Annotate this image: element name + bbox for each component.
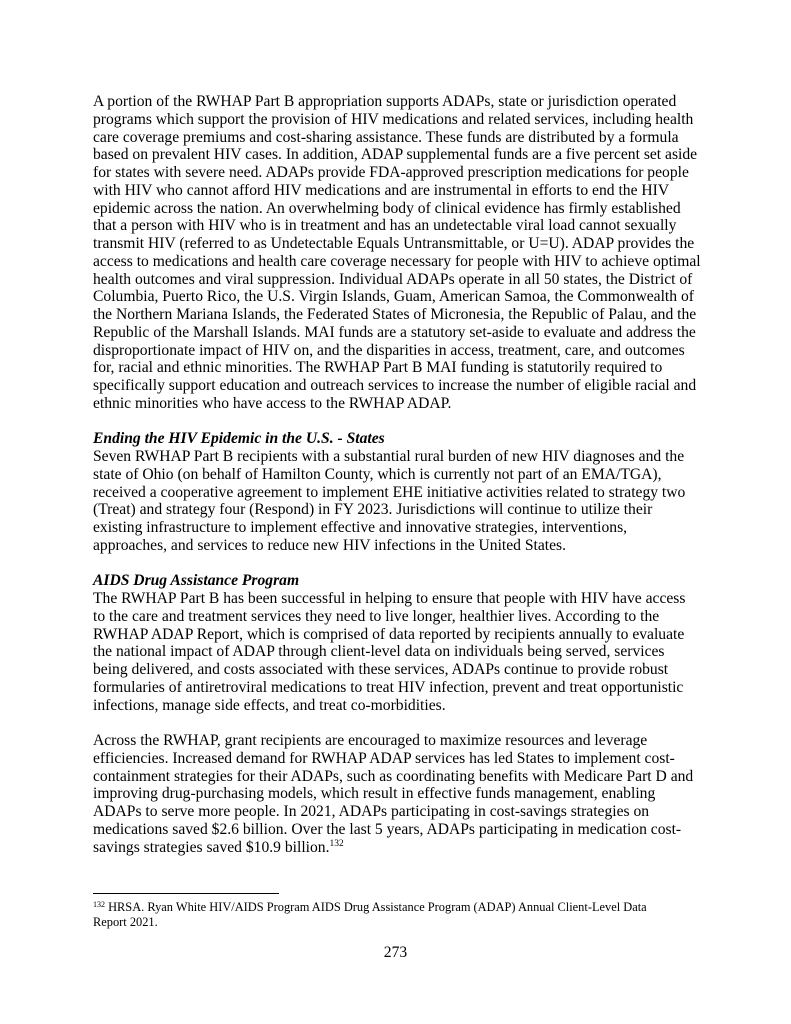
- text-line: for states with severe need. ADAPs provide FDA-approved prescription medications for people: [93, 164, 689, 181]
- text-line: (Treat) and strategy four (Respond) in FY 2023. Jurisdictions will continue to utilize their: [93, 501, 653, 519]
- text-line: ADAPs to serve more people. In 2021, ADAPs participating in cost-savings strategies on: [93, 803, 650, 820]
- text-line: based on prevalent HIV cases. In addition, ADAP supplemental funds are a five percent set aside: [93, 146, 698, 164]
- text-line: disproportionate impact of HIV on, and the disparities in access, treatment, care, and outcomes: [93, 341, 685, 359]
- page-body: [93, 93, 701, 856]
- text-line: received a cooperative agreement to implement EHE initiative activities related to strategy two: [93, 483, 686, 501]
- text-line: Columbia, Puerto Rico, the U.S. Virgin Islands, Guam, American Samoa, the Commonwealth of: [93, 288, 694, 306]
- text-line: The RWHAP Part B has been successful in helping to ensure that people with HIV have access: [93, 590, 686, 607]
- text-line: formularies of antiretroviral medications to treat HIV infection, prevent and treat opportunistic: [93, 678, 684, 696]
- text-line: A portion of the RWHAP Part B appropriation supports ADAPs, state or jurisdiction operated: [93, 93, 677, 110]
- text-line: ethnic minorities who have access to the RWHAP ADAP.: [93, 394, 452, 412]
- text-line: efficiencies. Increased demand for RWHAP ADAP services has led States to implement cost-: [93, 749, 675, 767]
- text-line: state of Ohio (on behalf of Hamilton County, which is currently not part of an EMA/TGA),: [93, 465, 662, 483]
- paragraph-adap-overview: [93, 93, 701, 413]
- text-line: with HIV who cannot afford HIV medications and are instrumental in efforts to end the HIV: [93, 181, 670, 199]
- text-line: programs which support the provision of HIV medications and related services, including health: [93, 110, 694, 128]
- paragraph-cost-savings: [93, 732, 698, 856]
- final-line-text: savings strategies saved $10.9 billion.: [93, 838, 330, 856]
- footnote-text: HRSA. Ryan White HIV/AIDS Program AIDS Drug Assistance Program (ADAP) Annual Client-Level Data: [105, 900, 647, 914]
- text-line: epidemic across the nation. An overwhelming body of clinical evidence has firmly established: [93, 199, 681, 217]
- text-line: Republic of the Marshall Islands. MAI funds are a statutory set-aside to evaluate and address the: [93, 323, 696, 341]
- text-line: the national impact of ADAP through client-level data on individuals being served, services: [93, 643, 665, 661]
- section-heading-adap: AIDS Drug Assistance Program: [93, 572, 300, 590]
- text-line: health outcomes and viral suppression. Individual ADAPs operate in all 50 states, the District of: [93, 270, 693, 288]
- text-line: care coverage premiums and cost-sharing assistance. These funds are distributed by a formula: [93, 128, 679, 146]
- text-line: RWHAP ADAP Report, which is comprised of data reported by recipients annually to evaluate: [93, 625, 685, 643]
- footnote-line: Report 2021.: [93, 915, 158, 929]
- text-line: that a person with HIV who is in treatment and has an undetectable viral load cannot sexually: [93, 217, 677, 235]
- text-line: to the care and treatment services they need to live longer, healthier lives. According to the: [93, 607, 660, 625]
- text-line: infections, manage side effects, and treat co-morbidities.: [93, 696, 446, 714]
- text-line: for, racial and ethnic minorities. The RWHAP Part B MAI funding is statutorily required to: [93, 359, 663, 377]
- text-line: existing infrastructure to implement effective and innovative strategies, interventions,: [93, 519, 628, 536]
- text-line: access to medications and health care coverage necessary for people with HIV to achieve optimal: [93, 252, 701, 270]
- text-line: being delivered, and costs associated with these services, ADAPs continue to provide robust: [93, 661, 669, 678]
- text-line: Across the RWHAP, grant recipients are encouraged to maximize resources and leverage: [93, 732, 648, 749]
- text-line: medications saved $2.6 billion. Over the last 5 years, ADAPs participating in medication cost-: [93, 820, 682, 838]
- text-line: Seven RWHAP Part B recipients with a substantial rural burden of new HIV diagnoses and the: [93, 448, 685, 465]
- footnote-number: 132: [93, 900, 105, 909]
- text-line: containment strategies for their ADAPs, such as coordinating benefits with Medicare Part D and: [93, 767, 694, 785]
- paragraph-ehe: [93, 448, 698, 555]
- text-line: the Northern Mariana Islands, the Federated States of Micronesia, the Republic of Palau, and the: [93, 306, 697, 323]
- text-line-final: [93, 839, 698, 857]
- text-line: improving drug-purchasing models, which result in effective funds management, enabling: [93, 785, 656, 803]
- footnote-line: [93, 900, 703, 915]
- paragraph-adap: [93, 590, 698, 714]
- page-number: 273: [383, 944, 408, 961]
- footnote: [93, 900, 703, 930]
- text-line: approaches, and services to reduce new HIV infections in the United States.: [93, 536, 567, 554]
- text-line: transmit HIV (referred to as Undetectable Equals Untransmittable, or U=U). ADAP provides the: [93, 235, 695, 252]
- footnote-divider: [93, 893, 279, 894]
- footnote-reference[interactable]: 132: [329, 838, 344, 849]
- text-line: specifically support education and outreach services to increase the number of eligible racial and: [93, 377, 697, 394]
- section-heading-ehe: Ending the HIV Epidemic in the U.S. - States: [93, 430, 385, 448]
